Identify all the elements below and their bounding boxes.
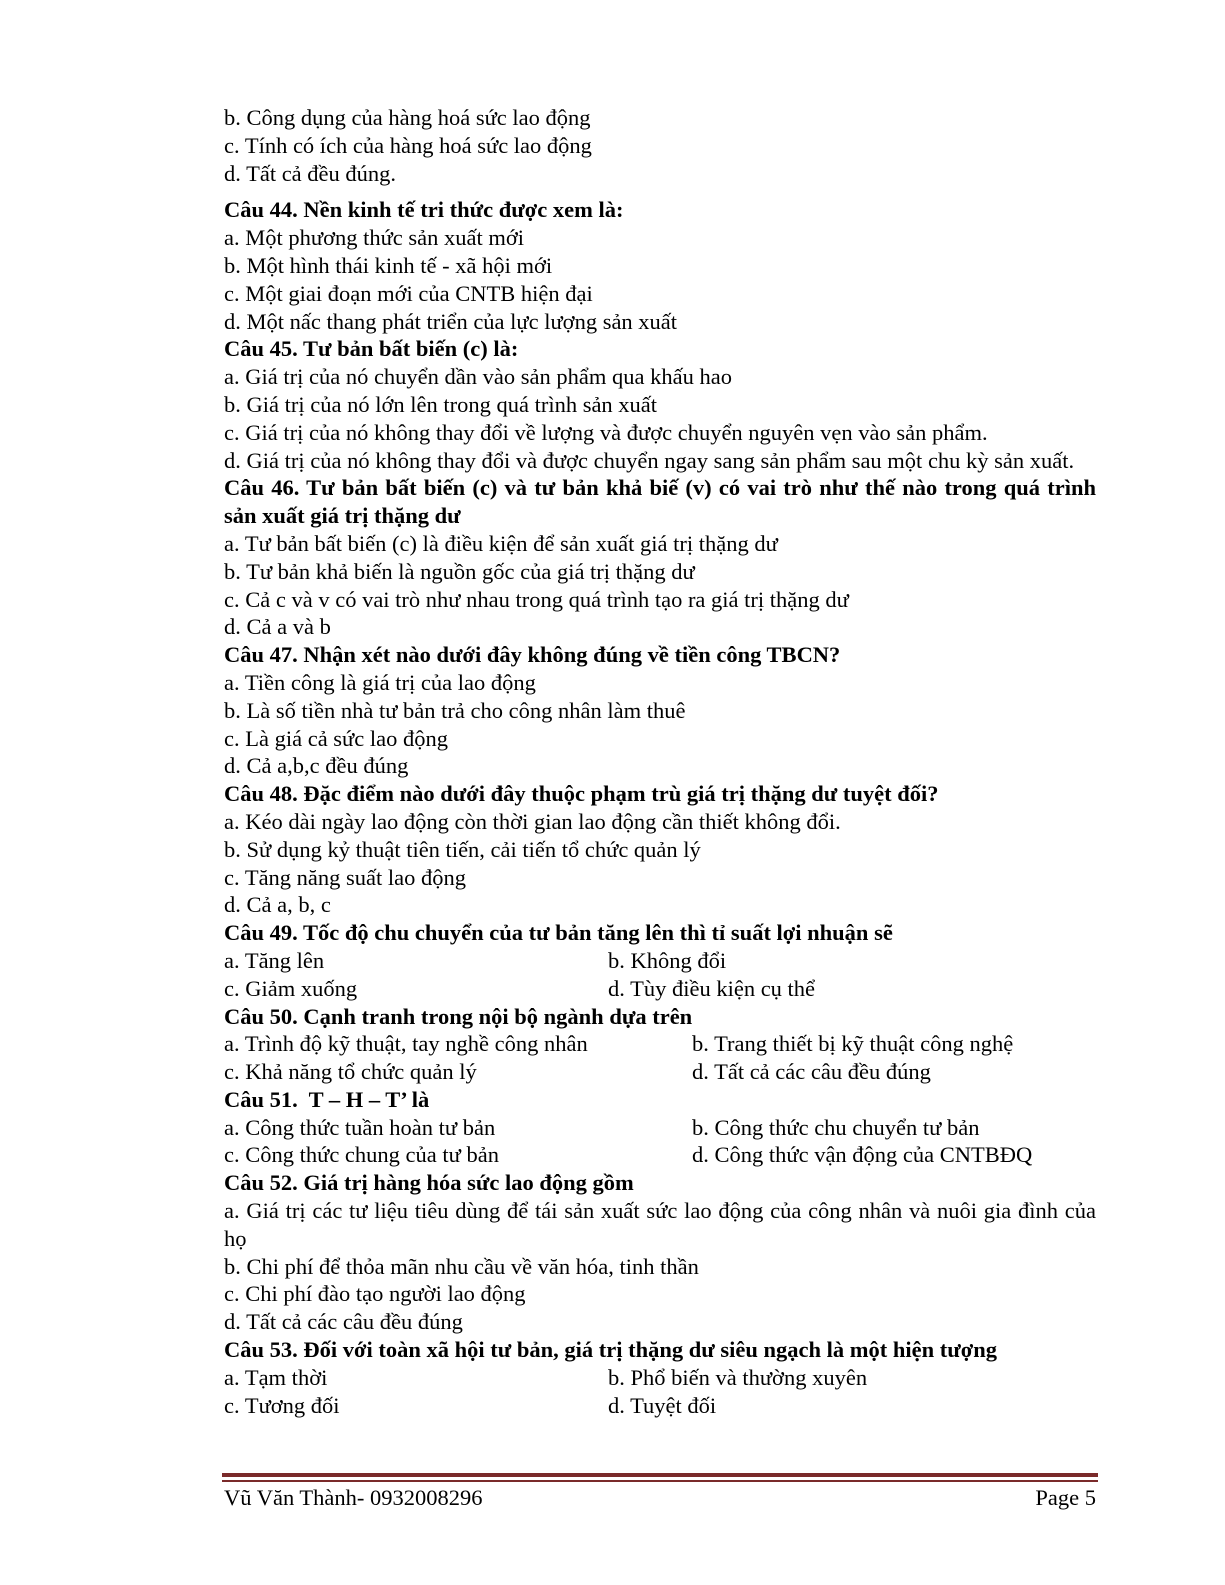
option-line: a. Giá trị các tư liệu tiêu dùng để tái sản xuất sức lao động của công nhân và nuôi gia đình của họ [224, 1198, 1102, 1251]
question-52: Câu 52. Giá trị hàng hóa sức lao động gồm [224, 1170, 634, 1196]
option-right: b. Công thức chu chuyển tư bản [692, 1114, 980, 1140]
question-45: Câu 45. Tư bản bất biến (c) là: [224, 336, 519, 362]
question-51: Câu 51. T – H – T’ là [224, 1086, 430, 1112]
option-line: d. Cả a,b,c đều đúng [224, 753, 409, 779]
option-right: d. Tuyệt đối [608, 1392, 717, 1418]
option-left: c. Công thức chung của tư bản [224, 1142, 499, 1168]
option-row [224, 1030, 1096, 1058]
page-content [224, 104, 1102, 1419]
option-line: b. Chi phí để thỏa mãn nhu cầu về văn hóa, tinh thần [224, 1253, 699, 1279]
page-footer [224, 1484, 1096, 1512]
option-line: a. Một phương thức sản xuất mới [224, 225, 525, 251]
option-line: c. Cả c và v có vai trò như nhau trong quá trình tạo ra giá trị thặng dư [224, 586, 849, 612]
question-49: Câu 49. Tốc độ chu chuyển của tư bản tăng lên thì tỉ suất lợi nhuận sẽ [224, 920, 893, 946]
footer-divider [222, 1473, 1098, 1477]
option-line: c. Tăng năng suất lao động [224, 864, 467, 890]
option-line: a. Tiền công là giá trị của lao động [224, 669, 536, 695]
option-line: b. Sử dụng kỷ thuật tiên tiến, cải tiến tổ chức quản lý [224, 836, 701, 862]
option-left: c. Tương đối [224, 1392, 340, 1418]
question-53: Câu 53. Đối với toàn xã hội tư bản, giá trị thặng dư siêu ngạch là một hiện tượng [224, 1337, 998, 1363]
option-right: b. Phổ biến và thường xuyên [608, 1364, 868, 1390]
question-44: Câu 44. Nền kinh tế tri thức được xem là: [224, 197, 624, 223]
option-right: b. Trang thiết bị kỹ thuật công nghệ [692, 1031, 1014, 1057]
option-row [224, 1058, 1096, 1086]
question-46: Câu 46. Tư bản bất biến (c) và tư bản khả biế (v) có vai trò như thế nào trong quá trình sản xuất giá trị thặng dư [224, 475, 1102, 529]
option-left: a. Tăng lên [224, 947, 325, 973]
option-line: b. Giá trị của nó lớn lên trong quá trình sản xuất [224, 391, 658, 417]
option-line: d. Một nấc thang phát triển của lực lượng sản xuất [224, 308, 678, 334]
option-line: c. Tính có ích của hàng hoá sức lao động [224, 132, 592, 158]
option-row [224, 947, 1096, 975]
footer-divider-thin [222, 1480, 1098, 1482]
option-right: d. Công thức vận động của CNTBĐQ [692, 1142, 1033, 1168]
option-left: a. Tạm thời [224, 1364, 328, 1390]
option-line: a. Tư bản bất biến (c) là điều kiện để sản xuất giá trị thặng dư [224, 530, 778, 556]
page-number: Page 5 [1035, 1485, 1096, 1510]
question-50: Câu 50. Cạnh tranh trong nội bộ ngành dựa trên [224, 1003, 693, 1029]
option-line: c. Giá trị của nó không thay đổi về lượng và được chuyển nguyên vẹn vào sản phẩm. [224, 419, 988, 445]
option-line: c. Là giá cả sức lao động [224, 725, 448, 751]
option-line: b. Một hình thái kinh tế - xã hội mới [224, 252, 553, 278]
option-line: b. Công dụng của hàng hoá sức lao động [224, 105, 591, 130]
question-47: Câu 47. Nhận xét nào dưới đây không đúng về tiền công TBCN? [224, 642, 841, 668]
option-line: b. Tư bản khả biến là nguồn gốc của giá trị thặng dư [224, 558, 695, 584]
option-line: d. Cả a, b, c [224, 892, 331, 918]
question-48: Câu 48. Đặc điểm nào dưới đây thuộc phạm trù giá trị thặng dư tuyệt đối? [224, 781, 939, 807]
option-left: c. Giảm xuống [224, 975, 358, 1001]
option-line: c. Chi phí đào tạo người lao động [224, 1281, 526, 1307]
option-left: c. Khả năng tổ chức quản lý [224, 1059, 477, 1085]
option-row [224, 975, 1096, 1003]
option-row [224, 1392, 1096, 1420]
option-line: a. Kéo dài ngày lao động còn thời gian lao động cần thiết không đổi. [224, 808, 841, 834]
option-line: a. Giá trị của nó chuyển dần vào sản phẩm qua khấu hao [224, 364, 732, 390]
option-row [224, 1114, 1096, 1142]
option-line: b. Là số tiền nhà tư bản trả cho công nhân làm thuê [224, 697, 686, 723]
option-line: c. Một giai đoạn mới của CNTB hiện đại [224, 280, 593, 306]
option-row [224, 1364, 1096, 1392]
option-right: b. Không đổi [608, 947, 727, 973]
option-line: d. Cả a và b [224, 614, 331, 640]
option-right: d. Tất cả các câu đều đúng [692, 1059, 931, 1085]
option-left: a. Công thức tuần hoàn tư bản [224, 1114, 496, 1140]
option-right: d. Tùy điều kiện cụ thể [608, 975, 816, 1001]
option-line: d. Tất cả các câu đều đúng [224, 1309, 463, 1335]
option-left: a. Trình độ kỹ thuật, tay nghề công nhân [224, 1031, 588, 1057]
footer-author: Vũ Văn Thành- 0932008296 [224, 1485, 483, 1510]
option-row [224, 1141, 1096, 1169]
option-line: d. Tất cả đều đúng. [224, 160, 397, 186]
option-line: d. Giá trị của nó không thay đổi và được chuyển ngay sang sản phẩm sau một chu kỳ sản xuất. [224, 447, 1075, 473]
